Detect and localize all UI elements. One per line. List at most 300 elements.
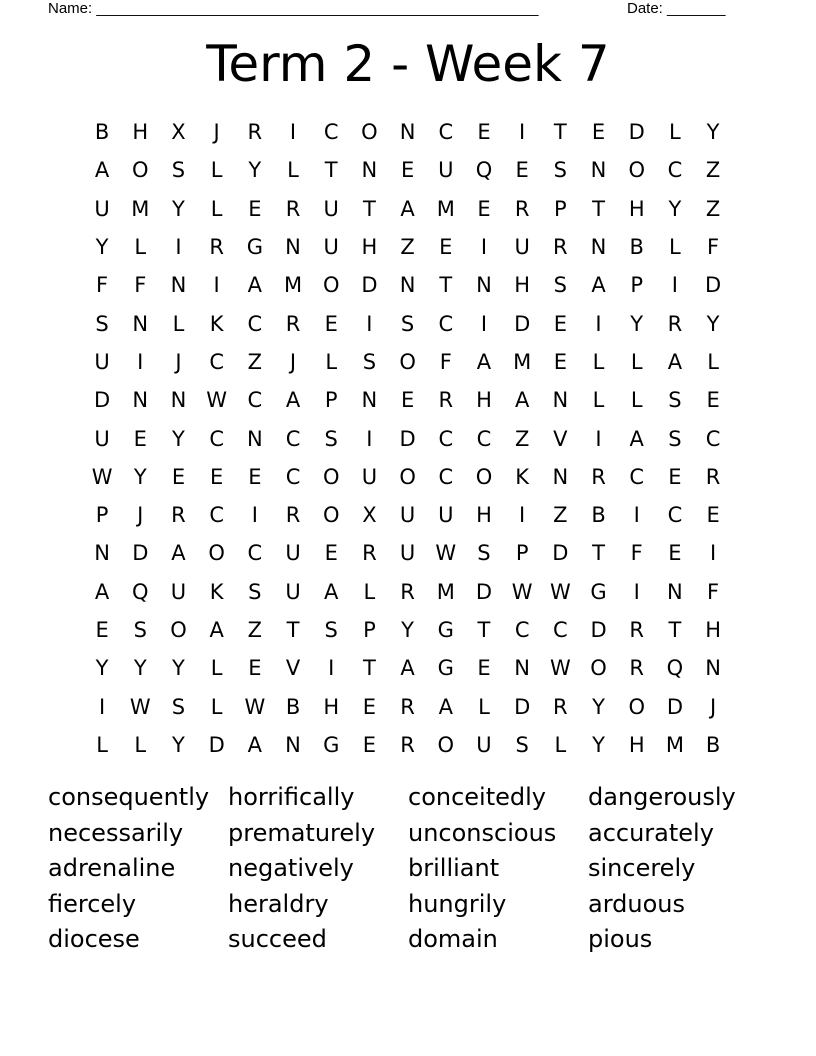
word-list-item: succeed [228, 925, 327, 953]
grid-letter: A [629, 426, 644, 451]
grid-letter: C [247, 388, 263, 413]
grid-row [83, 496, 732, 534]
grid-letter: S [515, 732, 529, 757]
word-list-item: arduous [588, 889, 685, 918]
grid-letter: N [399, 273, 416, 298]
word-list-item: accurately [588, 818, 714, 847]
grid-letter: S [553, 273, 568, 298]
grid-letter: S [171, 694, 186, 719]
grid-letter: S [248, 579, 262, 604]
grid-letter: S [95, 311, 109, 336]
grid-letter: N [705, 656, 721, 681]
grid-letter: Z [553, 503, 568, 528]
grid-letter: R [553, 235, 568, 260]
word-list-item: horrifically [228, 783, 355, 811]
grid-letter: E [324, 311, 338, 336]
grid-row [83, 611, 732, 649]
grid-letter: B [94, 120, 110, 145]
grid-letter: H [628, 196, 645, 221]
grid-letter: R [400, 579, 415, 604]
grid-letter: L [96, 732, 108, 757]
grid-letter: O [475, 464, 493, 489]
grid-letter: O [590, 656, 607, 681]
grid-letter: R [171, 503, 186, 528]
grid-letter: C [553, 618, 568, 642]
grid-letter: A [667, 349, 683, 374]
grid-letter: J [289, 349, 297, 374]
word-list-item: necessarily [48, 818, 184, 847]
word-list-item: domain [408, 925, 498, 953]
grid-letter: D [132, 541, 149, 566]
grid-letter: I [366, 426, 373, 451]
grid-letter: T [362, 656, 376, 681]
grid-letter: U [399, 541, 416, 566]
word-list-item: dangerously [588, 783, 736, 811]
grid-letter: T [286, 618, 300, 642]
grid-letter: G [323, 732, 340, 757]
grid-letter: Q [666, 656, 684, 681]
grid-letter: L [287, 158, 299, 183]
grid-letter: S [324, 618, 338, 642]
grid-letter: D [361, 273, 378, 298]
grid-letter: N [285, 235, 301, 260]
grid-letter: G [437, 618, 454, 642]
grid-letter: I [98, 694, 106, 719]
grid-letter: O [399, 349, 416, 374]
grid-letter: O [170, 618, 187, 642]
grid-letter: Y [172, 426, 185, 451]
grid-letter: U [399, 503, 416, 528]
grid-letter: R [667, 311, 683, 336]
grid-letter: E [668, 464, 682, 489]
grid-letter: C [209, 426, 224, 451]
word-list-item: pious [588, 925, 653, 953]
grid-letter: S [668, 426, 682, 451]
grid-letter: C [667, 503, 683, 528]
grid-letter: D [94, 388, 111, 413]
grid-letter: J [213, 120, 220, 145]
grid-row [83, 151, 732, 189]
grid-letter: F [134, 273, 147, 298]
grid-letter: N [667, 579, 683, 604]
grid-letter: E [668, 541, 682, 566]
grid-letter: N [132, 388, 149, 413]
grid-letter: O [437, 732, 455, 757]
header-line [48, 0, 726, 18]
grid-row [83, 266, 732, 304]
grid-letter: P [554, 196, 567, 221]
grid-letter: E [591, 120, 606, 145]
grid-letter: N [590, 235, 607, 260]
grid-letter: F [707, 579, 720, 604]
grid-letter: P [324, 388, 338, 413]
grid-letter: F [96, 273, 109, 298]
grid-letter: E [706, 388, 720, 413]
grid-letter: J [137, 503, 144, 528]
grid-row [83, 649, 732, 687]
grid-letter: O [322, 273, 340, 298]
grid-letter: D [475, 579, 493, 604]
grid-letter: D [628, 120, 645, 145]
grid-letter: S [553, 158, 568, 183]
grid-letter: U [323, 196, 339, 221]
grid-letter: L [363, 579, 376, 604]
page-title: Term 2 - Week 7 [206, 35, 610, 93]
grid-letter: U [438, 503, 454, 528]
grid-letter: L [592, 388, 605, 413]
grid-letter: G [246, 235, 263, 260]
grid-letter: N [361, 388, 378, 413]
grid-letter: T [668, 618, 682, 642]
grid-letter: L [325, 349, 338, 374]
grid-letter: T [439, 273, 453, 298]
grid-letter: R [285, 311, 301, 336]
grid-letter: D [552, 541, 569, 566]
grid-letter: E [210, 464, 224, 489]
grid-letter: J [709, 694, 717, 719]
grid-row [83, 113, 732, 151]
grid-letter: A [285, 388, 301, 413]
grid-letter: R [629, 618, 645, 642]
grid-letter: I [671, 273, 678, 298]
word-list-item: adrenaline [48, 854, 176, 882]
grid-letter: U [514, 235, 530, 260]
grid-letter: R [209, 235, 224, 260]
word-list-item: negatively [228, 854, 354, 882]
grid-letter: W [206, 388, 228, 413]
grid-letter: Y [172, 196, 185, 221]
grid-row [83, 343, 732, 381]
word-list-item: conceitedly [408, 783, 546, 811]
grid-letter: I [595, 311, 602, 336]
grid-letter: N [361, 158, 378, 183]
grid-letter: R [438, 388, 454, 413]
grid-letter: G [437, 656, 454, 681]
grid-row [83, 726, 732, 764]
grid-letter: W [129, 694, 151, 719]
grid-letter: F [630, 541, 643, 566]
grid-letter: E [248, 656, 262, 681]
grid-letter: C [514, 618, 530, 642]
grid-letter: K [515, 464, 530, 489]
grid-letter: U [94, 196, 110, 221]
grid-letter: V [285, 656, 301, 681]
grid-letter: Y [95, 656, 109, 681]
grid-letter: U [476, 732, 492, 757]
grid-letter: N [170, 388, 187, 413]
grid-letter: N [170, 273, 187, 298]
grid-letter: C [705, 426, 721, 451]
grid-letter: M [436, 579, 455, 604]
grid-letter: R [400, 694, 415, 719]
grid-letter: C [438, 426, 454, 451]
grid-letter: S [324, 426, 338, 451]
grid-letter: R [705, 464, 721, 489]
grid-letter: I [519, 120, 526, 145]
grid-letter: L [669, 120, 681, 145]
grid-letter: I [595, 426, 602, 451]
grid-letter: Y [706, 120, 720, 145]
grid-letter: Y [95, 235, 109, 260]
grid-letter: M [665, 732, 684, 757]
grid-letter: A [171, 541, 186, 566]
grid-letter: N [476, 273, 492, 298]
grid-letter: F [707, 235, 720, 260]
grid-letter: U [94, 426, 110, 451]
grid-letter: Z [514, 426, 530, 451]
grid-letter: L [172, 311, 185, 336]
grid-letter: W [549, 579, 571, 604]
grid-letter: L [134, 732, 147, 757]
grid-letter: R [362, 541, 377, 566]
grid-letter: W [511, 579, 533, 604]
grid-letter: E [248, 464, 262, 489]
grid-row [83, 534, 732, 572]
grid-letter: Y [172, 656, 185, 681]
grid-letter: R [285, 503, 301, 528]
grid-letter: Y [248, 158, 262, 183]
grid-letter: N [132, 311, 149, 336]
grid-letter: J [175, 349, 182, 374]
grid-letter: D [399, 426, 416, 451]
grid-letter: U [285, 579, 301, 604]
grid-letter: H [132, 120, 149, 145]
grid-letter: C [247, 311, 263, 336]
grid-letter: Y [133, 656, 147, 681]
grid-letter: R [591, 464, 606, 489]
grid-letter: K [209, 579, 224, 604]
grid-letter: D [514, 694, 531, 719]
name-field-label: Name: _____________________________________________________ [48, 0, 539, 17]
grid-letter: B [591, 503, 606, 528]
grid-letter: E [515, 158, 529, 183]
grid-letter: E [400, 158, 415, 183]
grid-letter: Y [592, 694, 605, 719]
grid-letter: S [477, 541, 491, 566]
grid-letter: L [210, 158, 223, 183]
grid-letter: B [285, 694, 301, 719]
grid-letter: Y [172, 732, 185, 757]
grid-letter: E [477, 196, 491, 221]
grid-letter: Y [668, 196, 682, 221]
grid-letter: N [285, 732, 301, 757]
grid-letter: P [95, 503, 109, 528]
grid-letter: T [477, 618, 491, 642]
grid-letter: E [362, 732, 377, 757]
grid-letter: Z [400, 235, 415, 260]
grid-letter: W [435, 541, 457, 566]
grid-letter: A [247, 273, 263, 298]
word-list-item: consequently [48, 783, 210, 811]
grid-letter: F [439, 349, 452, 374]
grid-letter: N [399, 120, 416, 145]
grid-letter: B [629, 235, 644, 260]
grid-letter: E [477, 656, 491, 681]
grid-letter: E [553, 349, 567, 374]
grid-letter: C [209, 503, 224, 528]
grid-letter: C [667, 158, 683, 183]
grid-row [83, 228, 732, 266]
grid-letter: I [633, 579, 640, 604]
grid-letter: N [514, 656, 531, 681]
grid-letter: L [554, 732, 567, 757]
grid-letter: T [324, 158, 338, 183]
grid-letter: A [94, 579, 110, 604]
grid-letter: A [591, 273, 606, 298]
grid-row [83, 687, 732, 725]
grid-letter: R [285, 196, 301, 221]
grid-letter: A [324, 579, 339, 604]
grid-letter: W [91, 464, 113, 489]
grid-letter: U [361, 464, 378, 489]
grid-letter: W [549, 656, 571, 681]
grid-row [83, 573, 732, 611]
grid-letter: H [361, 235, 378, 260]
grid-letter: A [209, 618, 224, 642]
grid-letter: N [552, 464, 569, 489]
grid-letter: I [328, 656, 335, 681]
grid-letter: T [553, 120, 567, 145]
grid-letter: E [133, 426, 147, 451]
grid-letter: Y [592, 732, 605, 757]
word-list-item: fiercely [48, 889, 137, 918]
word-list-item: sincerely [588, 854, 696, 882]
grid-letter: R [400, 732, 415, 757]
grid-letter: E [248, 196, 262, 221]
grid-letter: Y [133, 464, 147, 489]
grid-letter: D [590, 618, 607, 642]
grid-letter: I [251, 503, 258, 528]
grid-letter: A [438, 694, 453, 719]
word-list-item: prematurely [228, 818, 376, 847]
grid-letter: L [478, 694, 490, 719]
grid-letter: M [131, 196, 150, 221]
grid-letter: C [285, 426, 301, 451]
grid-letter: H [476, 388, 492, 413]
grid-letter: C [438, 311, 454, 336]
grid-letter: Z [705, 196, 721, 221]
grid-letter: L [630, 349, 643, 374]
grid-letter: L [210, 656, 223, 681]
grid-letter: S [362, 349, 377, 374]
grid-row [83, 458, 732, 496]
grid-letter: K [209, 311, 224, 336]
letter-grid [83, 113, 732, 764]
grid-letter: P [363, 618, 376, 642]
grid-letter: H [323, 694, 340, 719]
date-field-label: Date: _______ [627, 0, 726, 17]
grid-letter: I [137, 349, 144, 374]
grid-letter: M [283, 273, 303, 298]
grid-letter: D [666, 694, 683, 719]
grid-letter: C [247, 541, 263, 566]
grid-letter: I [289, 120, 297, 145]
grid-letter: L [210, 196, 223, 221]
grid-letter: O [628, 694, 645, 719]
grid-letter: E [400, 388, 415, 413]
grid-letter: A [514, 388, 530, 413]
grid-letter: C [476, 426, 492, 451]
grid-letter: U [438, 158, 454, 183]
grid-letter: E [706, 503, 720, 528]
grid-letter: R [514, 196, 530, 221]
grid-letter: T [592, 541, 605, 566]
grid-letter: Z [247, 349, 263, 374]
grid-letter: N [552, 388, 569, 413]
grid-letter: U [94, 349, 110, 374]
grid-letter: A [400, 656, 415, 681]
grid-letter: D [208, 732, 225, 757]
grid-letter: E [439, 235, 453, 260]
grid-letter: S [400, 311, 415, 336]
grid-letter: U [170, 579, 187, 604]
grid-letter: R [629, 656, 645, 681]
grid-letter: Q [132, 579, 149, 604]
grid-letter: O [208, 541, 225, 566]
grid-letter: O [132, 158, 149, 183]
grid-letter: A [247, 732, 263, 757]
grid-letter: L [592, 349, 605, 374]
grid-letter: E [362, 694, 377, 719]
grid-letter: A [476, 349, 492, 374]
grid-letter: C [323, 120, 339, 145]
grid-letter: E [477, 120, 491, 145]
grid-letter: Y [401, 618, 414, 642]
word-list-item: heraldry [228, 889, 329, 918]
grid-row [83, 419, 732, 457]
word-list [48, 781, 768, 959]
grid-letter: E [95, 618, 109, 642]
grid-letter: N [94, 541, 110, 566]
grid-letter: Y [706, 311, 720, 336]
grid-letter: U [323, 235, 339, 260]
grid-letter: I [519, 503, 526, 528]
grid-letter: O [628, 158, 645, 183]
grid-letter: C [438, 464, 454, 489]
grid-letter: A [400, 196, 415, 221]
grid-letter: I [480, 311, 488, 336]
word-list-item: unconscious [408, 818, 557, 847]
grid-letter: C [285, 464, 301, 489]
grid-letter: L [134, 235, 147, 260]
grid-letter: P [515, 541, 529, 566]
grid-letter: Q [475, 158, 493, 183]
grid-letter: V [553, 426, 568, 451]
grid-letter: I [213, 273, 220, 298]
grid-letter: T [362, 196, 376, 221]
grid-letter: S [668, 388, 682, 413]
grid-letter: L [210, 694, 223, 719]
grid-letter: D [514, 311, 531, 336]
grid-letter: O [361, 120, 378, 145]
grid-letter: C [438, 120, 454, 145]
grid-letter: R [553, 694, 568, 719]
grid-letter: I [366, 311, 373, 336]
grid-letter: I [480, 235, 488, 260]
grid-letter: I [633, 503, 640, 528]
grid-letter: O [322, 464, 340, 489]
grid-row [83, 381, 732, 419]
grid-letter: X [362, 503, 377, 528]
grid-letter: H [628, 732, 645, 757]
grid-letter: R [247, 120, 263, 145]
grid-letter: M [436, 196, 455, 221]
grid-letter: L [707, 349, 719, 374]
grid-letter: H [514, 273, 531, 298]
grid-letter: W [244, 694, 266, 719]
grid-letter: A [94, 158, 110, 183]
grid-letter: H [476, 503, 492, 528]
